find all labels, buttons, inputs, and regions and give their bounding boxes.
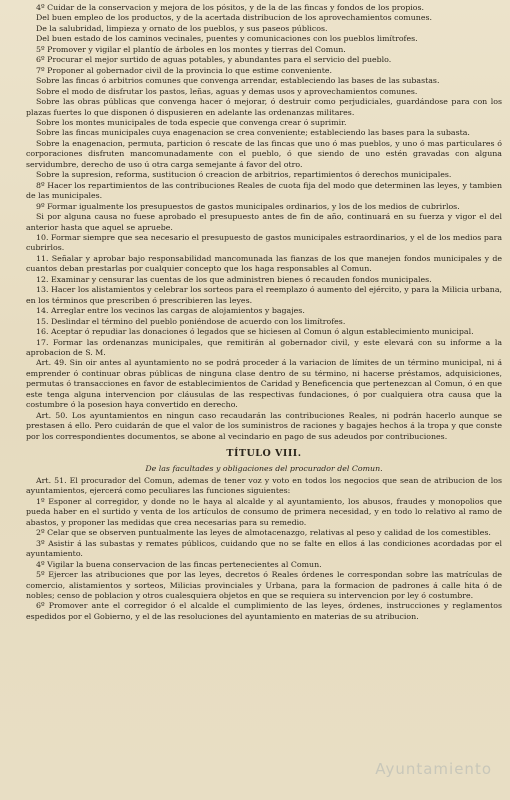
paragraph: 5º Promover y vigilar el plantío de árboles en los montes y tierras del Comun. (36, 44, 346, 54)
watermark: Ayuntamiento (375, 760, 492, 778)
paragraph: Del buen empleo de los productos, y de la acertada distribucion de los aprovechamientos comunes. (36, 13, 432, 23)
paragraph: Art. 49. Sin oir antes al ayuntamiento no se podrá proceder á la variacion de límites de un término municipal, ni á emprender ó continuar obras públicas de ninguna clase dentro de su término, ni hacerse préstamos, adquisiciones, permutas ó transacciones en favor de establecimientos de Caridad y Beneficencia que pertenezcan al Comun, ó en que este tenga alguna intervencion por cláusulas de las respectivas fundaciones, ó por cualquiera otra causa que la costumbre ó la posesion haya convertido en derecho. (26, 358, 502, 410)
paragraph: 9º Formar igualmente los presupuestos de gastos municipales ordinarios, y los de los medios de cubrirlos. (36, 201, 460, 211)
paragraph: Si por alguna causa no fuese aprobado el presupuesto antes de fin de año, continuará en su fuerza y vigor el del anterior hasta que aquel se apruebe. (26, 212, 502, 232)
section-title: TÍTULO VIII. (226, 448, 302, 460)
paragraph: 1º Esponer al corregidor, y donde no le haya al alcalde y al ayuntamiento, los abusos, fraudes y monopolios que pueda haber en el surtido y venta de los artículos de consumo de primera necesidad, y en todo lo relativo al ramo de abastos, y proponer las medidas que crea necesarias para su remedio. (26, 496, 502, 527)
paragraph: 3º Asistir á las subastas y remates públicos, cuidando que no se falte en ellos á las condiciones acordadas por el ayuntamiento. (26, 538, 502, 559)
section-subtitle: De las facultades y obligaciones del procurador del Comun. (145, 464, 383, 474)
paragraph: Sobre las obras públicas que convenga hacer ó mejorar, ó destruir como perjudiciales, guardándose para con los plazas fuertes lo que disponen ó dispusieren en adelante las ordenanzas militares. (26, 97, 502, 117)
paragraph: 7º Proponer al gobernador civil de la provincia lo que estime conveniente. (36, 65, 332, 75)
paragraph: 11. Señalar y aprobar bajo responsabilidad mancomunada las fianzas de los que manejen fondos municipales y de cuantos deban prestarlas por cualquier concepto que los haga responsables al Comun. (26, 253, 502, 274)
document-text (26, 3, 502, 622)
paragraph: 8º Hacer los repartimientos de las contribuciones Reales de cuota fija del modo que determinen las leyes, y tambien de las municipales. (26, 180, 502, 201)
paragraph: Sobre las fincas ó arbitrios comunes que convenga arrendar, estableciendo las bases de las subastas. (36, 76, 440, 86)
top-paragraphs (26, 3, 502, 442)
paragraph: 4º Vigilar la buena conservacion de las fincas pertenecientes al Comun. (36, 559, 322, 569)
paragraph: Art. 50. Los ayuntamientos en ningun caso recaudarán las contribuciones Reales, ni podrán hacerlo aunque se prestasen á ello. Pero cuidarán de que el valor de los suministros de raciones y bagajes hechos á la tropa y que conste por los correspondientes documentos, se abone al vecindario en pago de sus adeudos por contribuciones. (26, 410, 502, 441)
paragraph: 2º Celar que se observen puntualmente las leyes de almotacenazgo, relativas al peso y calidad de los comestibles. (36, 528, 491, 538)
paragraph: 10. Formar siempre que sea necesario el presupuesto de gastos municipales estraordinarios, y el de los medios para cubrirlos. (26, 232, 502, 253)
paragraph: 6º Procurar el mejor surtido de aguas potables, y abundantes para el servicio del pueblo. (36, 55, 392, 65)
paragraph: 5º Ejercer las atribuciones que por las leyes, decretos ó Reales órdenes le correspondan sobre las matrículas de comercio, alistamientos y sorteos, Milicias provinciales y Urbana, para la formacion de padrones á calle hita ó de nobles; censo de poblacion y otros cualesquiera objetos en que se requiera su intervencion por ley ó costumbre. (26, 570, 502, 601)
paragraph: Sobre las fincas municipales cuya enagenacion se crea conveniente; estableciendo las bases para la subasta. (36, 128, 470, 138)
paragraph: Sobre la enagenacion, permuta, particion ó rescate de las fincas que uno ó mas pueblos, y uno ó mas particulares ó corporaciones disfruten mancomunadamente con el pueblo, ó que siendo de uno estén gravadas con alguna servidumbre, derecho de uso ú otra carga semejante á favor del otro. (26, 138, 502, 169)
paragraph: Sobre el modo de disfrutar los pastos, leñas, aguas y demas usos y aprovechamientos comunes. (36, 86, 418, 96)
paragraph: 17. Formar las ordenanzas municipales, que remitirán al gobernador civil, y este elevará con su informe a la aprobacion de S. M. (26, 337, 502, 357)
bottom-paragraphs (26, 476, 502, 622)
paragraph: 12. Examinar y censurar las cuentas de los que administren bienes ó recauden fondos municipales. (36, 274, 432, 284)
paragraph: De la salubridad, limpieza y ornato de los pueblos, y sus paseos públicos. (36, 23, 328, 33)
paragraph: Del buen estado de los caminos vecinales, puentes y comunicaciones con los pueblos limítrofes. (36, 34, 418, 44)
paragraph: Art. 51. El procurador del Comun, ademas de tener voz y voto en todos los negocios que sean de atribucion de los ayuntamientos, ejercerá como peculiares las funciones siguientes: (26, 476, 502, 496)
paragraph: 13. Hacer los alistamientos y celebrar los sorteos para el reemplazo ó aumento del ejército, y para la Milicia urbana, en los términos que prescriben ó prescribieren las leyes. (26, 285, 502, 305)
paragraph: 16. Aceptar ó repudiar las donaciones ó legados que se hiciesen al Comun ó algun establecimiento municipal. (36, 327, 474, 337)
paragraph: Sobre la supresion, reforma, sustitucion ó creacion de arbitrios, repartimientos ó derechos municipales. (36, 170, 452, 180)
paragraph: 4º Cuidar de la conservacion y mejora de los pósitos, y de la de las fincas y fondos de los propios. (36, 3, 425, 12)
paragraph: 6º Promover ante el corregidor ó el alcalde el cumplimiento de las leyes, órdenes, instrucciones y reglamentos espedidos por el Gobierno, y el de las resoluciones del ayuntamiento en materias de su atribucion. (26, 601, 502, 621)
paragraph: 14. Arreglar entre los vecinos las cargas de alojamientos y bagajes. (36, 306, 305, 316)
paragraph: Sobre los montes municipales de toda especie que convenga crear ó suprimir. (36, 117, 347, 127)
paragraph: 15. Deslindar el término del pueblo poniéndose de acuerdo con los limítrofes. (36, 316, 346, 326)
